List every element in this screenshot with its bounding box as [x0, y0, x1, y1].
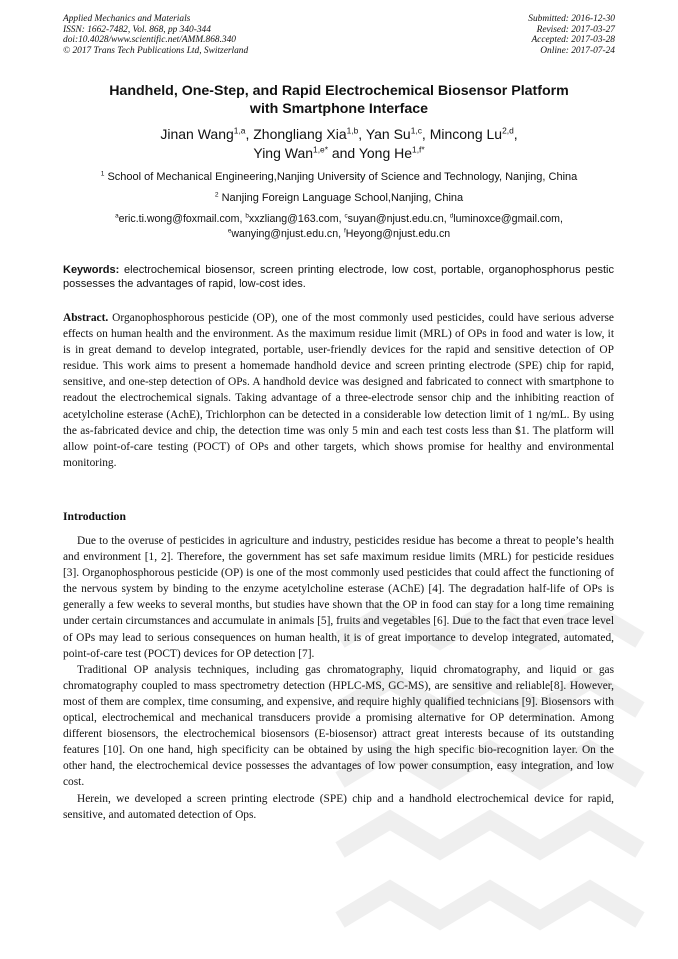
introduction-body	[63, 533, 614, 823]
author: Yan Su$^{1,c}$,	[365, 125, 430, 142]
journal-issn: ISSN: 1662-7482, Vol. 868, pp 340-344	[63, 24, 211, 35]
abstract	[63, 310, 614, 471]
author: Yong $He^{1,f*}$	[358, 144, 425, 161]
accepted-date: Accepted: 2017-03-28	[531, 35, 615, 46]
revised-date: Revised: 2017-03-27	[536, 24, 615, 35]
email-link[interactable]: $^d$luminoxce@gmail.com,	[449, 212, 563, 225]
author-emails	[63, 212, 615, 242]
article-doi[interactable]: doi:10.4028/www.scientific.net/AMM.868.340	[63, 35, 236, 46]
abstract-label: Abstract.	[63, 312, 109, 324]
email-link[interactable]: $^e$wanying@njust.edu.cn,	[227, 227, 344, 240]
email-link[interactable]: $^c$suyan@njust.edu.cn,	[344, 212, 450, 225]
paragraph: Traditional OP analysis techniques, including gas chromatography, liquid chromatography, and liquid or gas chromatography coupled to mass spectrometry detection (HPLC-MS, GC-MS), are sensitive and reliable[8]. However, most of them are complex, time consuming, and expensive, and require highly qualified technicians [9]. Biosensors with optical, electrochemical and mechanical transducers provide a promising alternative for OP determination. Among different biosensors, the electrochemical biosensors (E-biosensor) attract great interests because of its outstanding features [10]. On one hand, high specificity can be obtained by using the high specific bio-recognition layer. On the other hand, the electrochemical device possesses the advantages of low power consumption, easy integration, and low cost.	[63, 663, 614, 789]
paragraph: Herein, we developed a screen printing electrode (SPE) chip and a handhold electrochemical device for rapid, sensitive, and automated detection of Ops.	[63, 792, 614, 821]
email-link[interactable]: $^f$Heyong@njust.edu.cn	[344, 227, 451, 240]
paper-title	[63, 82, 615, 118]
author: Mincong Lu$^{2,d}$,	[429, 125, 518, 142]
journal-name: Applied Mechanics and Materials	[63, 14, 191, 24]
journal-info	[63, 14, 248, 56]
affiliation-1: $^1$ School of Mechanical Engineering,Nanjing University of Science and Technology, Nanjing, China	[100, 170, 578, 183]
paragraph: Due to the overuse of pesticides in agriculture and industry, pesticides residue has become a threat to people’s health and environment [1, 2]. Therefore, the government has set safe maximum residue limits (MRL) for pesticide residues [3]. Organophosphorous pesticide (OP) is one of the most commonly used pesticides that could affect the functioning of the nervous system by binding to the enzyme acetylcholine esterase (AChE) [4]. The degradation half-life of OPs is generally a few weeks to several months, but studies have shown that the OP in food can stay for a long time remaining under certain circumstances and accumulate in animals [5], fruits and vegetables [6]. Due to the fact that even trace level of OPs may lead to serious consequences on human health, it is of great importance to develop integrated, automated, point-of-care test (POCT) devices for OP detection [7].	[63, 535, 614, 660]
email-link[interactable]: $^a$eric.ti.wong@foxmail.com,	[115, 212, 246, 225]
paper-title-line-1: Handheld, One-Step, and Rapid Electrochemical Biosensor Platform	[109, 83, 569, 99]
submitted-date: Submitted: 2016-12-30	[528, 14, 615, 24]
keywords-text: electrochemical biosensor, screen printing electrode, low cost, portable, organophosphorus pestic possesses the advantages of rapid, low-cost ides.	[63, 264, 614, 291]
running-header	[63, 14, 615, 56]
keywords-label: Keywords:	[63, 264, 120, 276]
author-list	[63, 125, 615, 163]
paper-title-line-2: with Smartphone Interface	[249, 101, 429, 117]
email-link[interactable]: $^b$xxzliang@163.com,	[245, 212, 345, 225]
author: Ying Wan$^{1,e*}$ and	[253, 144, 359, 161]
author: Zhongliang Xia$^{1,b}$,	[253, 125, 366, 142]
author: Jinan Wang$^{1,a}$,	[160, 125, 254, 142]
online-date: Online: 2017-07-24	[540, 45, 615, 56]
copyright-notice: © 2017 Trans Tech Publications Ltd, Switzerland	[63, 45, 249, 56]
abstract-text: Organophosphorous pesticide (OP), one of the most commonly used pesticides, could have serious adverse effects on human health and the environment. As the maximum residue limit (MRL) of OPs in food and water is low, it is in great demand to develop integrated, portable, user-friendly devices for the rapid and sensitive detection of OP residue. This work aims to present a homemade handhold device and screen printing electrode (SPE) chip for rapid, sensitive, and one-step detection of OPs. A handhold device was designed and fabricated to connect with smartphone to readout the electrochemical signals. Taking advantage of a three-electrode sensor chip and the inhibiting reaction of acetylcholine esterase (AchE), Trichlorphon can be detected in a considerable low detection limit of 1 ng/mL. By using the as-fabricated device and chip, the detection time was only 5 min and each test costs less than $1. The platform will allow point-of-care testing (POCT) of OPs and other targets, which shows promise for healthy and environmental monitoring.	[63, 312, 614, 469]
keywords	[63, 263, 614, 291]
introduction-heading: Introduction	[63, 510, 126, 523]
article-dates	[528, 14, 615, 56]
affiliation-2: $^2$ Nanjing Foreign Language School,Nanjing, China	[214, 191, 464, 204]
